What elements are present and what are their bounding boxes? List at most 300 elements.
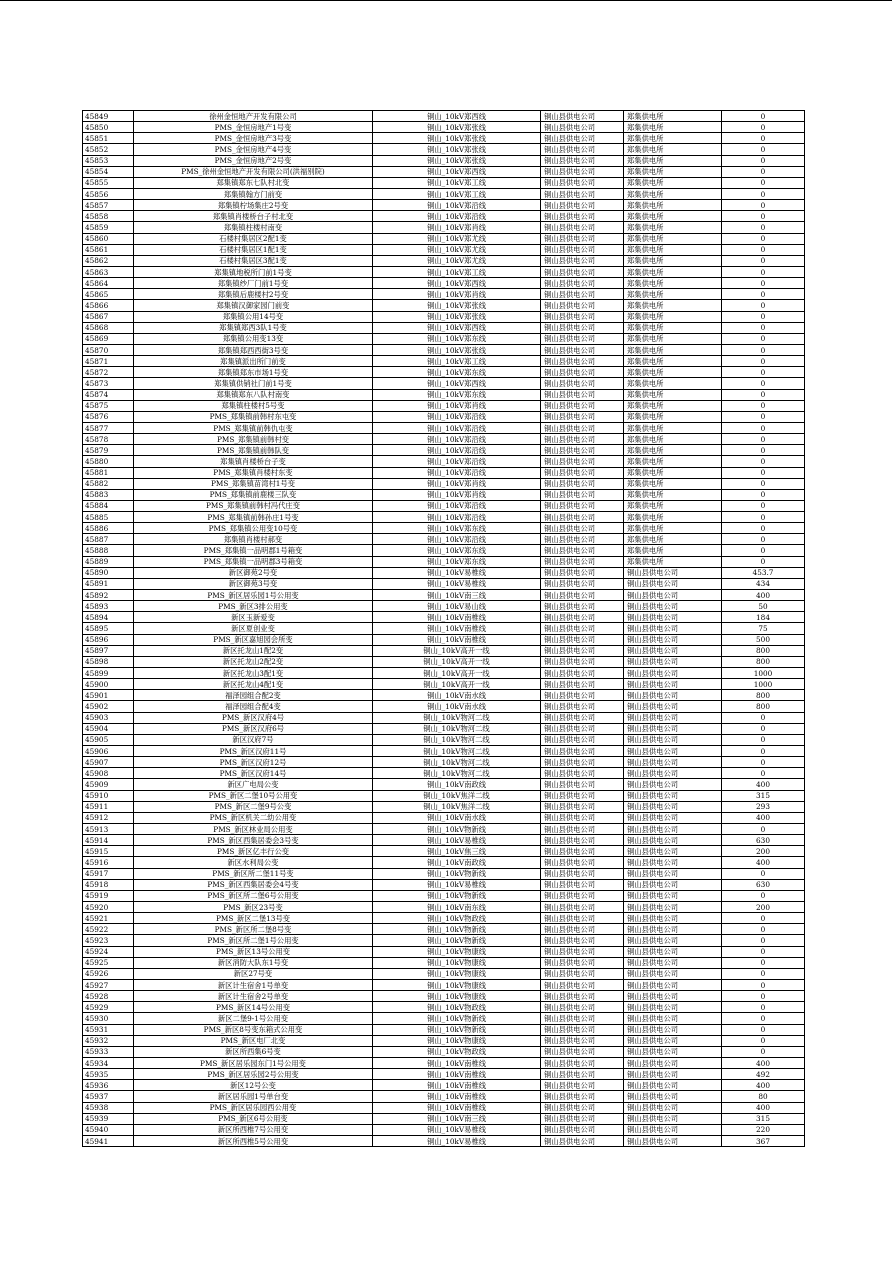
table-row	[83, 935, 805, 946]
feeder-line-cell: 铜山_10kV郑张线	[373, 133, 541, 144]
table-row	[83, 411, 805, 422]
transformer-name-cell: PMS_新区居乐园西公用变	[134, 1102, 373, 1113]
transformer-name-cell: PMS_金恒房地产2号变	[134, 155, 373, 166]
company-cell: 铜山县供电公司	[541, 545, 624, 556]
company-cell: 铜山县供电公司	[541, 623, 624, 634]
transformer-table	[82, 110, 805, 1147]
table-row	[83, 790, 805, 801]
company-cell: 铜山县供电公司	[541, 211, 624, 222]
table-row	[83, 801, 805, 812]
company-cell: 铜山县供电公司	[541, 690, 624, 701]
transformer-name-cell: PMS_新区所二堡1号公用变	[134, 935, 373, 946]
table-row	[83, 478, 805, 489]
station-cell: 铜山县供电公司	[624, 623, 722, 634]
row-id-cell: 45937	[83, 1091, 134, 1102]
feeder-line-cell: 铜山_10kV南椎线	[373, 1057, 541, 1068]
capacity-cell: 0	[722, 200, 805, 211]
feeder-line-cell: 铜山_10kV物新线	[373, 935, 541, 946]
row-id-cell: 45897	[83, 645, 134, 656]
station-cell: 铜山县供电公司	[624, 968, 722, 979]
table-row	[83, 400, 805, 411]
station-cell: 郑集供电所	[624, 311, 722, 322]
feeder-line-cell: 铜山_10kV郑尤线	[373, 244, 541, 255]
capacity-cell: 400	[722, 1102, 805, 1113]
station-cell: 铜山县供电公司	[624, 590, 722, 601]
transformer-name-cell: 郑集镇柱楼村5号变	[134, 400, 373, 411]
station-cell: 郑集供电所	[624, 222, 722, 233]
station-cell: 铜山县供电公司	[624, 824, 722, 835]
company-cell: 铜山县供电公司	[541, 801, 624, 812]
transformer-name-cell: 新区二堡9-1号公用变	[134, 1013, 373, 1024]
row-id-cell: 45854	[83, 166, 134, 177]
capacity-cell: 0	[722, 222, 805, 233]
company-cell: 铜山县供电公司	[541, 901, 624, 912]
company-cell: 铜山县供电公司	[541, 612, 624, 623]
company-cell: 铜山县供电公司	[541, 289, 624, 300]
transformer-name-cell: 新区所西椎5号公用变	[134, 1135, 373, 1146]
row-id-cell: 45863	[83, 266, 134, 277]
station-cell: 铜山县供电公司	[624, 801, 722, 812]
row-id-cell: 45939	[83, 1113, 134, 1124]
row-id-cell: 45926	[83, 968, 134, 979]
transformer-name-cell: PMS_徐州金恒地产开发有限公司(洪福别院)	[134, 166, 373, 177]
station-cell: 郑集供电所	[624, 411, 722, 422]
feeder-line-cell: 铜山_10kV物新线	[373, 868, 541, 879]
station-cell: 铜山县供电公司	[624, 979, 722, 990]
table-row	[83, 211, 805, 222]
feeder-line-cell: 铜山_10kV高开一线	[373, 679, 541, 690]
company-cell: 铜山县供电公司	[541, 567, 624, 578]
company-cell: 铜山县供电公司	[541, 991, 624, 1002]
feeder-line-cell: 铜山_10kV物康线	[373, 1035, 541, 1046]
row-id-cell: 45918	[83, 879, 134, 890]
station-cell: 铜山县供电公司	[624, 679, 722, 690]
feeder-line-cell: 铜山_10kV焦洋二线	[373, 790, 541, 801]
transformer-name-cell: PMS_新区二堡10号公用变	[134, 790, 373, 801]
table-row	[83, 946, 805, 957]
row-id-cell: 45909	[83, 779, 134, 790]
row-id-cell: 45880	[83, 456, 134, 467]
table-row	[83, 144, 805, 155]
row-id-cell: 45928	[83, 991, 134, 1002]
transformer-name-cell: PMS_郑集镇公用变10号变	[134, 523, 373, 534]
row-id-cell: 45856	[83, 188, 134, 199]
capacity-cell: 630	[722, 879, 805, 890]
transformer-name-cell: PMS_郑集镇一品明郡3号箱变	[134, 556, 373, 567]
station-cell: 郑集供电所	[624, 422, 722, 433]
feeder-line-cell: 铜山_10kV物河二线	[373, 768, 541, 779]
transformer-name-cell: PMS_郑集镇前韩村变	[134, 434, 373, 445]
row-id-cell: 45931	[83, 1024, 134, 1035]
feeder-line-cell: 铜山_10kV物康线	[373, 968, 541, 979]
feeder-line-cell: 铜山_10kV郑张线	[373, 311, 541, 322]
row-id-cell: 45876	[83, 411, 134, 422]
station-cell: 铜山县供电公司	[624, 1024, 722, 1035]
station-cell: 郑集供电所	[624, 255, 722, 266]
feeder-line-cell: 铜山_10kV物河二线	[373, 746, 541, 757]
feeder-line-cell: 铜山_10kV物政线	[373, 1046, 541, 1057]
company-cell: 铜山县供电公司	[541, 311, 624, 322]
table-row	[83, 645, 805, 656]
row-id-cell: 45875	[83, 400, 134, 411]
transformer-name-cell: 新区计生宿舍1号单变	[134, 979, 373, 990]
transformer-name-cell: 石楼村集居区3配1变	[134, 255, 373, 266]
station-cell: 郑集供电所	[624, 333, 722, 344]
transformer-name-cell: PMS_新区二堡9号公变	[134, 801, 373, 812]
table-row	[83, 1124, 805, 1135]
station-cell: 铜山县供电公司	[624, 601, 722, 612]
transformer-name-cell: PMS_郑集镇前韩仇屯变	[134, 422, 373, 433]
company-cell: 铜山县供电公司	[541, 144, 624, 155]
capacity-cell: 0	[722, 133, 805, 144]
table-row	[83, 278, 805, 289]
company-cell: 铜山县供电公司	[541, 111, 624, 122]
table-row	[83, 1046, 805, 1057]
transformer-name-cell: PMS_新区居乐园2号公用变	[134, 1069, 373, 1080]
capacity-cell: 0	[722, 478, 805, 489]
feeder-line-cell: 铜山_10kV南椎线	[373, 634, 541, 645]
table-row	[83, 590, 805, 601]
table-row	[83, 255, 805, 266]
capacity-cell: 630	[722, 835, 805, 846]
table-row	[83, 668, 805, 679]
table-row	[83, 868, 805, 879]
feeder-line-cell: 铜山_10kV郑张线	[373, 144, 541, 155]
table-row	[83, 177, 805, 188]
transformer-name-cell: PMS_新区西集居委会4号变	[134, 879, 373, 890]
station-cell: 铜山县供电公司	[624, 1113, 722, 1124]
table-row	[83, 456, 805, 467]
station-cell: 铜山县供电公司	[624, 1135, 722, 1146]
capacity-cell: 0	[722, 968, 805, 979]
capacity-cell: 0	[722, 188, 805, 199]
capacity-cell: 75	[722, 623, 805, 634]
capacity-cell: 0	[722, 155, 805, 166]
feeder-line-cell: 铜山_10kV郑肖线	[373, 478, 541, 489]
capacity-cell: 0	[722, 991, 805, 1002]
feeder-line-cell: 铜山_10kV郑工线	[373, 266, 541, 277]
station-cell: 郑集供电所	[624, 122, 722, 133]
capacity-cell: 0	[722, 746, 805, 757]
station-cell: 铜山县供电公司	[624, 723, 722, 734]
company-cell: 铜山县供电公司	[541, 489, 624, 500]
feeder-line-cell: 铜山_10kV高开一线	[373, 656, 541, 667]
row-id-cell: 45932	[83, 1035, 134, 1046]
transformer-name-cell: PMS_新区电厂北变	[134, 1035, 373, 1046]
row-id-cell: 45936	[83, 1080, 134, 1091]
table-row	[83, 534, 805, 545]
capacity-cell: 315	[722, 790, 805, 801]
row-id-cell: 45923	[83, 935, 134, 946]
capacity-cell: 0	[722, 1035, 805, 1046]
station-cell: 郑集供电所	[624, 356, 722, 367]
company-cell: 铜山县供电公司	[541, 389, 624, 400]
feeder-line-cell: 铜山_10kV易椎线	[373, 879, 541, 890]
station-cell: 郑集供电所	[624, 489, 722, 500]
station-cell: 铜山县供电公司	[624, 1102, 722, 1113]
transformer-name-cell: PMS_新区林业局公用变	[134, 824, 373, 835]
transformer-name-cell: 新区所西集6号变	[134, 1046, 373, 1057]
capacity-cell: 0	[722, 311, 805, 322]
feeder-line-cell: 铜山_10kV郑尤线	[373, 233, 541, 244]
table-body	[83, 111, 805, 1147]
transformer-name-cell: 新区玉新爱变	[134, 612, 373, 623]
station-cell: 铜山县供电公司	[624, 790, 722, 801]
station-cell: 郑集供电所	[624, 177, 722, 188]
row-id-cell: 45940	[83, 1124, 134, 1135]
table-row	[83, 1135, 805, 1146]
table-row	[83, 244, 805, 255]
station-cell: 铜山县供电公司	[624, 578, 722, 589]
feeder-line-cell: 铜山_10kV郑工线	[373, 356, 541, 367]
station-cell: 铜山县供电公司	[624, 1080, 722, 1091]
table-row	[83, 467, 805, 478]
capacity-cell: 367	[722, 1135, 805, 1146]
capacity-cell: 0	[722, 278, 805, 289]
capacity-cell: 0	[722, 344, 805, 355]
capacity-cell: 0	[722, 868, 805, 879]
station-cell: 铜山县供电公司	[624, 1046, 722, 1057]
row-id-cell: 45866	[83, 300, 134, 311]
company-cell: 铜山县供电公司	[541, 1124, 624, 1135]
capacity-cell: 0	[722, 824, 805, 835]
row-id-cell: 45901	[83, 690, 134, 701]
capacity-cell: 0	[722, 512, 805, 523]
feeder-line-cell: 铜山_10kV郑张线	[373, 155, 541, 166]
row-id-cell: 45869	[83, 333, 134, 344]
company-cell: 铜山县供电公司	[541, 857, 624, 868]
table-row	[83, 289, 805, 300]
transformer-name-cell: PMS_新区所二堡8号变	[134, 924, 373, 935]
table-row	[83, 545, 805, 556]
row-id-cell: 45908	[83, 768, 134, 779]
station-cell: 郑集供电所	[624, 456, 722, 467]
feeder-line-cell: 铜山_10kV郑西线	[373, 166, 541, 177]
station-cell: 郑集供电所	[624, 278, 722, 289]
table-row	[83, 445, 805, 456]
row-id-cell: 45871	[83, 356, 134, 367]
row-id-cell: 45915	[83, 846, 134, 857]
feeder-line-cell: 铜山_10kV物河二线	[373, 757, 541, 768]
transformer-name-cell: 新区托龙山1配2变	[134, 645, 373, 656]
company-cell: 铜山县供电公司	[541, 133, 624, 144]
company-cell: 铜山县供电公司	[541, 344, 624, 355]
transformer-name-cell: PMS_新区西集居委会3号变	[134, 835, 373, 846]
table-row	[83, 679, 805, 690]
transformer-name-cell: 郑集镇柠场集庄2号变	[134, 200, 373, 211]
capacity-cell: 0	[722, 935, 805, 946]
transformer-name-cell: 郑集镇公用14号变	[134, 311, 373, 322]
feeder-line-cell: 铜山_10kV郑沿线	[373, 456, 541, 467]
row-id-cell: 45911	[83, 801, 134, 812]
capacity-cell: 1000	[722, 668, 805, 679]
row-id-cell: 45938	[83, 1102, 134, 1113]
station-cell: 铜山县供电公司	[624, 879, 722, 890]
capacity-cell: 800	[722, 656, 805, 667]
company-cell: 铜山县供电公司	[541, 979, 624, 990]
company-cell: 铜山县供电公司	[541, 188, 624, 199]
row-id-cell: 45878	[83, 434, 134, 445]
table-row	[83, 322, 805, 333]
row-id-cell: 45887	[83, 534, 134, 545]
row-id-cell: 45917	[83, 868, 134, 879]
row-id-cell: 45934	[83, 1057, 134, 1068]
table-row	[83, 634, 805, 645]
company-cell: 铜山县供电公司	[541, 578, 624, 589]
feeder-line-cell: 铜山_10kV郑东线	[373, 523, 541, 534]
transformer-name-cell: 郑集镇派出所门前变	[134, 356, 373, 367]
station-cell: 郑集供电所	[624, 233, 722, 244]
transformer-name-cell: 郑集镇郑东八队村南变	[134, 389, 373, 400]
row-id-cell: 45867	[83, 311, 134, 322]
feeder-line-cell: 铜山_10kV郑西线	[373, 378, 541, 389]
table-row	[83, 155, 805, 166]
row-id-cell: 45933	[83, 1046, 134, 1057]
company-cell: 铜山县供电公司	[541, 790, 624, 801]
row-id-cell: 45884	[83, 500, 134, 511]
station-cell: 铜山县供电公司	[624, 857, 722, 868]
company-cell: 铜山县供电公司	[541, 278, 624, 289]
company-cell: 铜山县供电公司	[541, 734, 624, 745]
company-cell: 铜山县供电公司	[541, 1035, 624, 1046]
table-row	[83, 901, 805, 912]
capacity-cell: 800	[722, 645, 805, 656]
station-cell: 铜山县供电公司	[624, 712, 722, 723]
feeder-line-cell: 铜山_10kV郑肖线	[373, 400, 541, 411]
station-cell: 铜山县供电公司	[624, 1091, 722, 1102]
row-id-cell: 45900	[83, 679, 134, 690]
station-cell: 铜山县供电公司	[624, 612, 722, 623]
capacity-cell: 0	[722, 166, 805, 177]
capacity-cell: 0	[722, 723, 805, 734]
row-id-cell: 45860	[83, 233, 134, 244]
transformer-name-cell: 郑集镇汉御家园门前变	[134, 300, 373, 311]
transformer-name-cell: PMS_金恒房地产3号变	[134, 133, 373, 144]
capacity-cell: 0	[722, 266, 805, 277]
station-cell: 郑集供电所	[624, 378, 722, 389]
table-row	[83, 266, 805, 277]
station-cell: 郑集供电所	[624, 289, 722, 300]
feeder-line-cell: 铜山_10kV物河二线	[373, 712, 541, 723]
feeder-line-cell: 铜山_10kV郑东线	[373, 556, 541, 567]
station-cell: 铜山县供电公司	[624, 935, 722, 946]
transformer-name-cell: PMS_新区汉府14号	[134, 768, 373, 779]
transformer-name-cell: PMS_新区二堡13号变	[134, 913, 373, 924]
table-row	[83, 768, 805, 779]
transformer-name-cell: 郑集镇郑东市场1号变	[134, 367, 373, 378]
transformer-name-cell: 福泽园组合配4变	[134, 701, 373, 712]
row-id-cell: 45924	[83, 946, 134, 957]
station-cell: 郑集供电所	[624, 367, 722, 378]
capacity-cell: 0	[722, 913, 805, 924]
row-id-cell: 45850	[83, 122, 134, 133]
row-id-cell: 45881	[83, 467, 134, 478]
table-row	[83, 968, 805, 979]
company-cell: 铜山县供电公司	[541, 1080, 624, 1091]
capacity-cell: 434	[722, 578, 805, 589]
company-cell: 铜山县供电公司	[541, 300, 624, 311]
feeder-line-cell: 铜山_10kV物新线	[373, 1013, 541, 1024]
transformer-name-cell: 郑集镇供销社门前1号变	[134, 378, 373, 389]
capacity-cell: 0	[722, 924, 805, 935]
transformer-name-cell: 新区27号变	[134, 968, 373, 979]
company-cell: 铜山县供电公司	[541, 668, 624, 679]
transformer-name-cell: 石楼村集居区2配1变	[134, 233, 373, 244]
row-id-cell: 45920	[83, 901, 134, 912]
table-row	[83, 712, 805, 723]
feeder-line-cell: 铜山_10kV物康线	[373, 991, 541, 1002]
feeder-line-cell: 铜山_10kV易椎线	[373, 578, 541, 589]
transformer-name-cell: PMS_新区嘉旭园会所变	[134, 634, 373, 645]
transformer-name-cell: 新区托龙山4配1变	[134, 679, 373, 690]
transformer-name-cell: PMS_郑集镇肖楼村东变	[134, 467, 373, 478]
feeder-line-cell: 铜山_10kV郑张线	[373, 122, 541, 133]
feeder-line-cell: 铜山_10kV郑沿线	[373, 512, 541, 523]
company-cell: 铜山县供电公司	[541, 1102, 624, 1113]
transformer-name-cell: PMS_新区所二堡6号公用变	[134, 890, 373, 901]
feeder-line-cell: 铜山_10kV高开一线	[373, 668, 541, 679]
row-id-cell: 45853	[83, 155, 134, 166]
feeder-line-cell: 铜山_10kV郑东线	[373, 545, 541, 556]
row-id-cell: 45862	[83, 255, 134, 266]
company-cell: 铜山县供电公司	[541, 400, 624, 411]
company-cell: 铜山县供电公司	[541, 122, 624, 133]
table-row	[83, 512, 805, 523]
table-row	[83, 913, 805, 924]
row-id-cell: 45929	[83, 1002, 134, 1013]
capacity-cell: 0	[722, 712, 805, 723]
capacity-cell: 400	[722, 1080, 805, 1091]
transformer-name-cell: 郑集镇地税所门前1号变	[134, 266, 373, 277]
company-cell: 铜山县供电公司	[541, 1113, 624, 1124]
feeder-line-cell: 铜山_10kV南三线	[373, 1113, 541, 1124]
capacity-cell: 400	[722, 812, 805, 823]
transformer-name-cell: 新区夏创业变	[134, 623, 373, 634]
company-cell: 铜山县供电公司	[541, 746, 624, 757]
transformer-name-cell: 郑集镇郑西西街3号变	[134, 344, 373, 355]
station-cell: 铜山县供电公司	[624, 901, 722, 912]
row-id-cell: 45921	[83, 913, 134, 924]
row-id-cell: 45902	[83, 701, 134, 712]
row-id-cell: 45905	[83, 734, 134, 745]
feeder-line-cell: 铜山_10kV郑西线	[373, 111, 541, 122]
company-cell: 铜山县供电公司	[541, 434, 624, 445]
company-cell: 铜山县供电公司	[541, 1135, 624, 1146]
capacity-cell: 0	[722, 1002, 805, 1013]
feeder-line-cell: 铜山_10kV焦三线	[373, 846, 541, 857]
row-id-cell: 45889	[83, 556, 134, 567]
table-row	[83, 188, 805, 199]
station-cell: 铜山县供电公司	[624, 835, 722, 846]
row-id-cell: 45919	[83, 890, 134, 901]
station-cell: 铜山县供电公司	[624, 1069, 722, 1080]
station-cell: 铜山县供电公司	[624, 690, 722, 701]
transformer-name-cell: PMS_新区机关二幼公用变	[134, 812, 373, 823]
transformer-name-cell: PMS_郑集镇苗湾村1号变	[134, 478, 373, 489]
table-row	[83, 1002, 805, 1013]
table-row	[83, 701, 805, 712]
company-cell: 铜山县供电公司	[541, 478, 624, 489]
capacity-cell: 0	[722, 300, 805, 311]
row-id-cell: 45873	[83, 378, 134, 389]
row-id-cell: 45864	[83, 278, 134, 289]
row-id-cell: 45930	[83, 1013, 134, 1024]
capacity-cell: 0	[722, 367, 805, 378]
company-cell: 铜山县供电公司	[541, 957, 624, 968]
station-cell: 铜山县供电公司	[624, 946, 722, 957]
feeder-line-cell: 铜山_10kV物康线	[373, 979, 541, 990]
capacity-cell: 800	[722, 701, 805, 712]
